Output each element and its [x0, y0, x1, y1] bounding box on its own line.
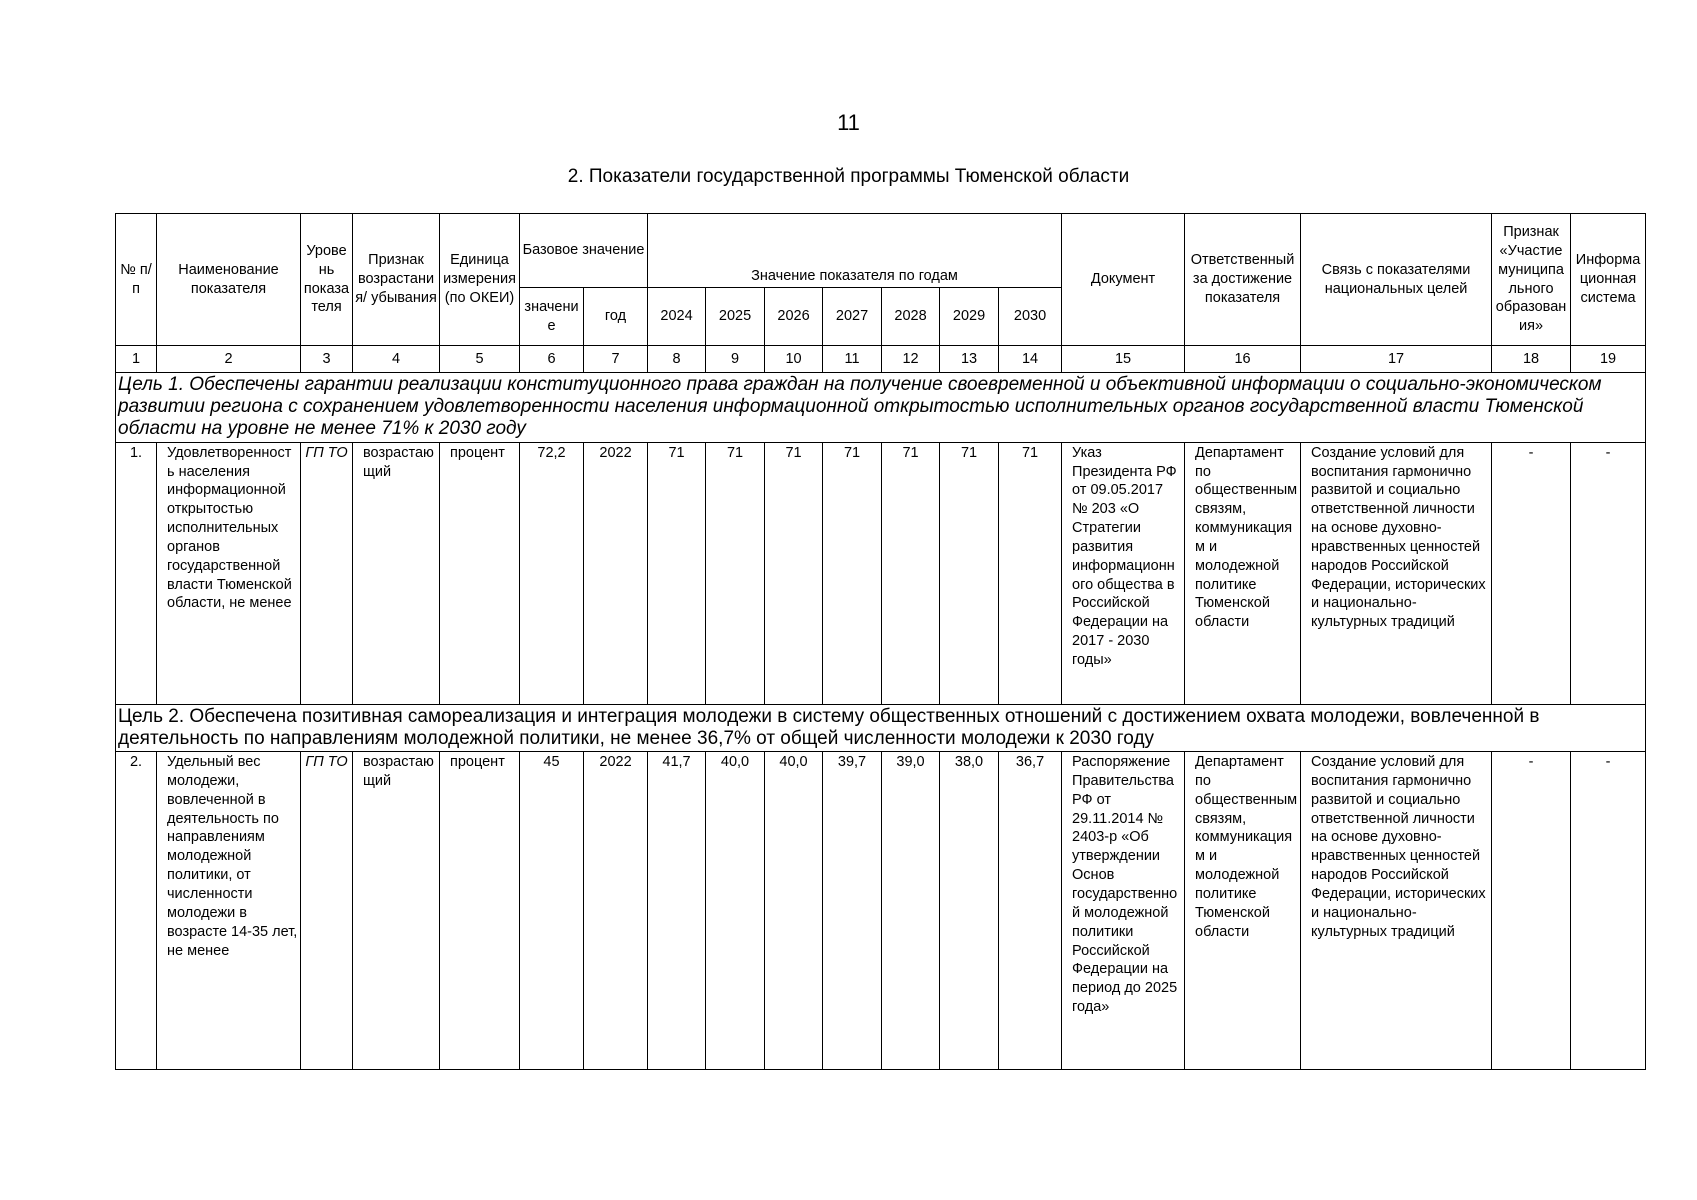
- header-by-years: Значение показателя по годам: [648, 214, 1062, 288]
- header-base: Базовое значение: [520, 214, 648, 288]
- cell-municipal: -: [1492, 752, 1571, 1070]
- cell-sign: возрастающий: [353, 442, 440, 704]
- cell-year-value: 40,0: [765, 752, 823, 1070]
- cell-document: Указ Президента РФ от 09.05.2017 № 203 «О Стратегии развития информационного общества в Российской Федерации на 2017 - 2030 годы»: [1062, 442, 1185, 704]
- cell-sign: возрастающий: [353, 752, 440, 1070]
- cell-year-value: 41,7: [648, 752, 706, 1070]
- cell-num: 2.: [116, 752, 157, 1070]
- cell-document: Распоряжение Правительства РФ от 29.11.2014 № 2403-р «Об утверждении Основ государственной молодежной политики Российской Федерации на период до 2025 года»: [1062, 752, 1185, 1070]
- cell-responsible: Департамент по общественным связям, коммуникациям и молодежной политике Тюменской области: [1185, 442, 1301, 704]
- column-number: 2: [157, 346, 301, 373]
- column-number: 9: [706, 346, 765, 373]
- cell-info-system: -: [1571, 752, 1646, 1070]
- cell-unit: процент: [440, 442, 520, 704]
- header-sign: Признак возрастания/ убывания: [353, 214, 440, 346]
- header-info-system: Информационная система: [1571, 214, 1646, 346]
- header-year: 2024: [648, 288, 706, 346]
- cell-year-value: 71: [999, 442, 1062, 704]
- page-number: 11: [837, 110, 860, 135]
- cell-year-value: 71: [823, 442, 882, 704]
- header-base-year: год: [584, 288, 648, 346]
- cell-responsible: Департамент по общественным связям, коммуникациям и молодежной политике Тюменской области: [1185, 752, 1301, 1070]
- cell-year-value: 71: [940, 442, 999, 704]
- header-name: Наименование показателя: [157, 214, 301, 346]
- column-number: 19: [1571, 346, 1646, 373]
- cell-year-value: 40,0: [706, 752, 765, 1070]
- header-year: 2025: [706, 288, 765, 346]
- header-municipal: Признак «Участие муниципального образования»: [1492, 214, 1571, 346]
- header-year: 2029: [940, 288, 999, 346]
- cell-base-value: 45: [520, 752, 584, 1070]
- cell-year-value: 71: [648, 442, 706, 704]
- cell-year-value: 71: [882, 442, 940, 704]
- column-number: 15: [1062, 346, 1185, 373]
- cell-num: 1.: [116, 442, 157, 704]
- cell-base-year: 2022: [584, 442, 648, 704]
- column-number: 3: [301, 346, 353, 373]
- column-number: 17: [1301, 346, 1492, 373]
- cell-year-value: 36,7: [999, 752, 1062, 1070]
- cell-year-value: 71: [765, 442, 823, 704]
- cell-level: ГП ТО: [301, 752, 353, 1070]
- cell-year-value: 39,0: [882, 752, 940, 1070]
- column-numbers-row: [116, 346, 1646, 373]
- goal-2-text: Цель 2. Обеспечена позитивная самореализация и интеграция молодежи в систему общественных отношений с достижением охвата молодежи, вовлеченной в деятельность по направлениям молодежной политики, не менее 36,7% от общей численности молодежи к 2030 году: [116, 704, 1646, 751]
- cell-name: Удовлетворенность населения информационной открытостью исполнительных органов государственной власти Тюменской области, не менее: [157, 442, 301, 704]
- goal-1-text: Цель 1. Обеспечены гарантии реализации конституционного права граждан на получение своевременной и объективной информации о социально-экономическом развитии региона с сохранением удовлетворенности населения информационной открытостью исполнительных органов государственной власти Тюменской области на уровне не менее 71% к 2030 году: [116, 373, 1646, 443]
- header-base-value: значение: [520, 288, 584, 346]
- header-unit: Единица измерения (по ОКЕИ): [440, 214, 520, 346]
- column-number: 16: [1185, 346, 1301, 373]
- cell-info-system: -: [1571, 442, 1646, 704]
- column-number: 10: [765, 346, 823, 373]
- goal-row: [116, 373, 1646, 443]
- column-number: 14: [999, 346, 1062, 373]
- cell-year-value: 39,7: [823, 752, 882, 1070]
- header-num: № п/п: [116, 214, 157, 346]
- cell-link: Создание условий для воспитания гармонично развитой и социально ответственной личности на основе духовно-нравственных ценностей народов Российской Федерации, исторических и национально-культурных традиций: [1301, 442, 1492, 704]
- cell-year-value: 38,0: [940, 752, 999, 1070]
- table-row: [116, 442, 1646, 704]
- column-number: 6: [520, 346, 584, 373]
- header-year: 2027: [823, 288, 882, 346]
- column-number: 4: [353, 346, 440, 373]
- cell-year-value: 71: [706, 442, 765, 704]
- column-number: 11: [823, 346, 882, 373]
- header-responsible: Ответственный за достижение показателя: [1185, 214, 1301, 346]
- column-number: 8: [648, 346, 706, 373]
- cell-unit: процент: [440, 752, 520, 1070]
- cell-base-value: 72,2: [520, 442, 584, 704]
- document-title: 2. Показатели государственной программы Тюменской области: [567, 166, 1130, 187]
- header-link: Связь с показателями национальных целей: [1301, 214, 1492, 346]
- cell-base-year: 2022: [584, 752, 648, 1070]
- column-number: 18: [1492, 346, 1571, 373]
- column-number: 7: [584, 346, 648, 373]
- indicators-table: [115, 213, 1646, 1070]
- cell-name: Удельный вес молодежи, вовлеченной в деятельность по направлениям молодежной политики, от численности молодежи в возрасте 14-35 лет, не менее: [157, 752, 301, 1070]
- cell-municipal: -: [1492, 442, 1571, 704]
- column-number: 5: [440, 346, 520, 373]
- header-year: 2030: [999, 288, 1062, 346]
- cell-level: ГП ТО: [301, 442, 353, 704]
- goal-row: [116, 704, 1646, 751]
- column-number: 12: [882, 346, 940, 373]
- header-year: 2026: [765, 288, 823, 346]
- header-year: 2028: [882, 288, 940, 346]
- column-number: 1: [116, 346, 157, 373]
- header-level: Уровень показателя: [301, 214, 353, 346]
- header-document: Документ: [1062, 214, 1185, 346]
- table-row: [116, 752, 1646, 1070]
- column-number: 13: [940, 346, 999, 373]
- cell-link: Создание условий для воспитания гармонично развитой и социально ответственной личности на основе духовно-нравственных ценностей народов Российской Федерации, исторических и национально-культурных традиций: [1301, 752, 1492, 1070]
